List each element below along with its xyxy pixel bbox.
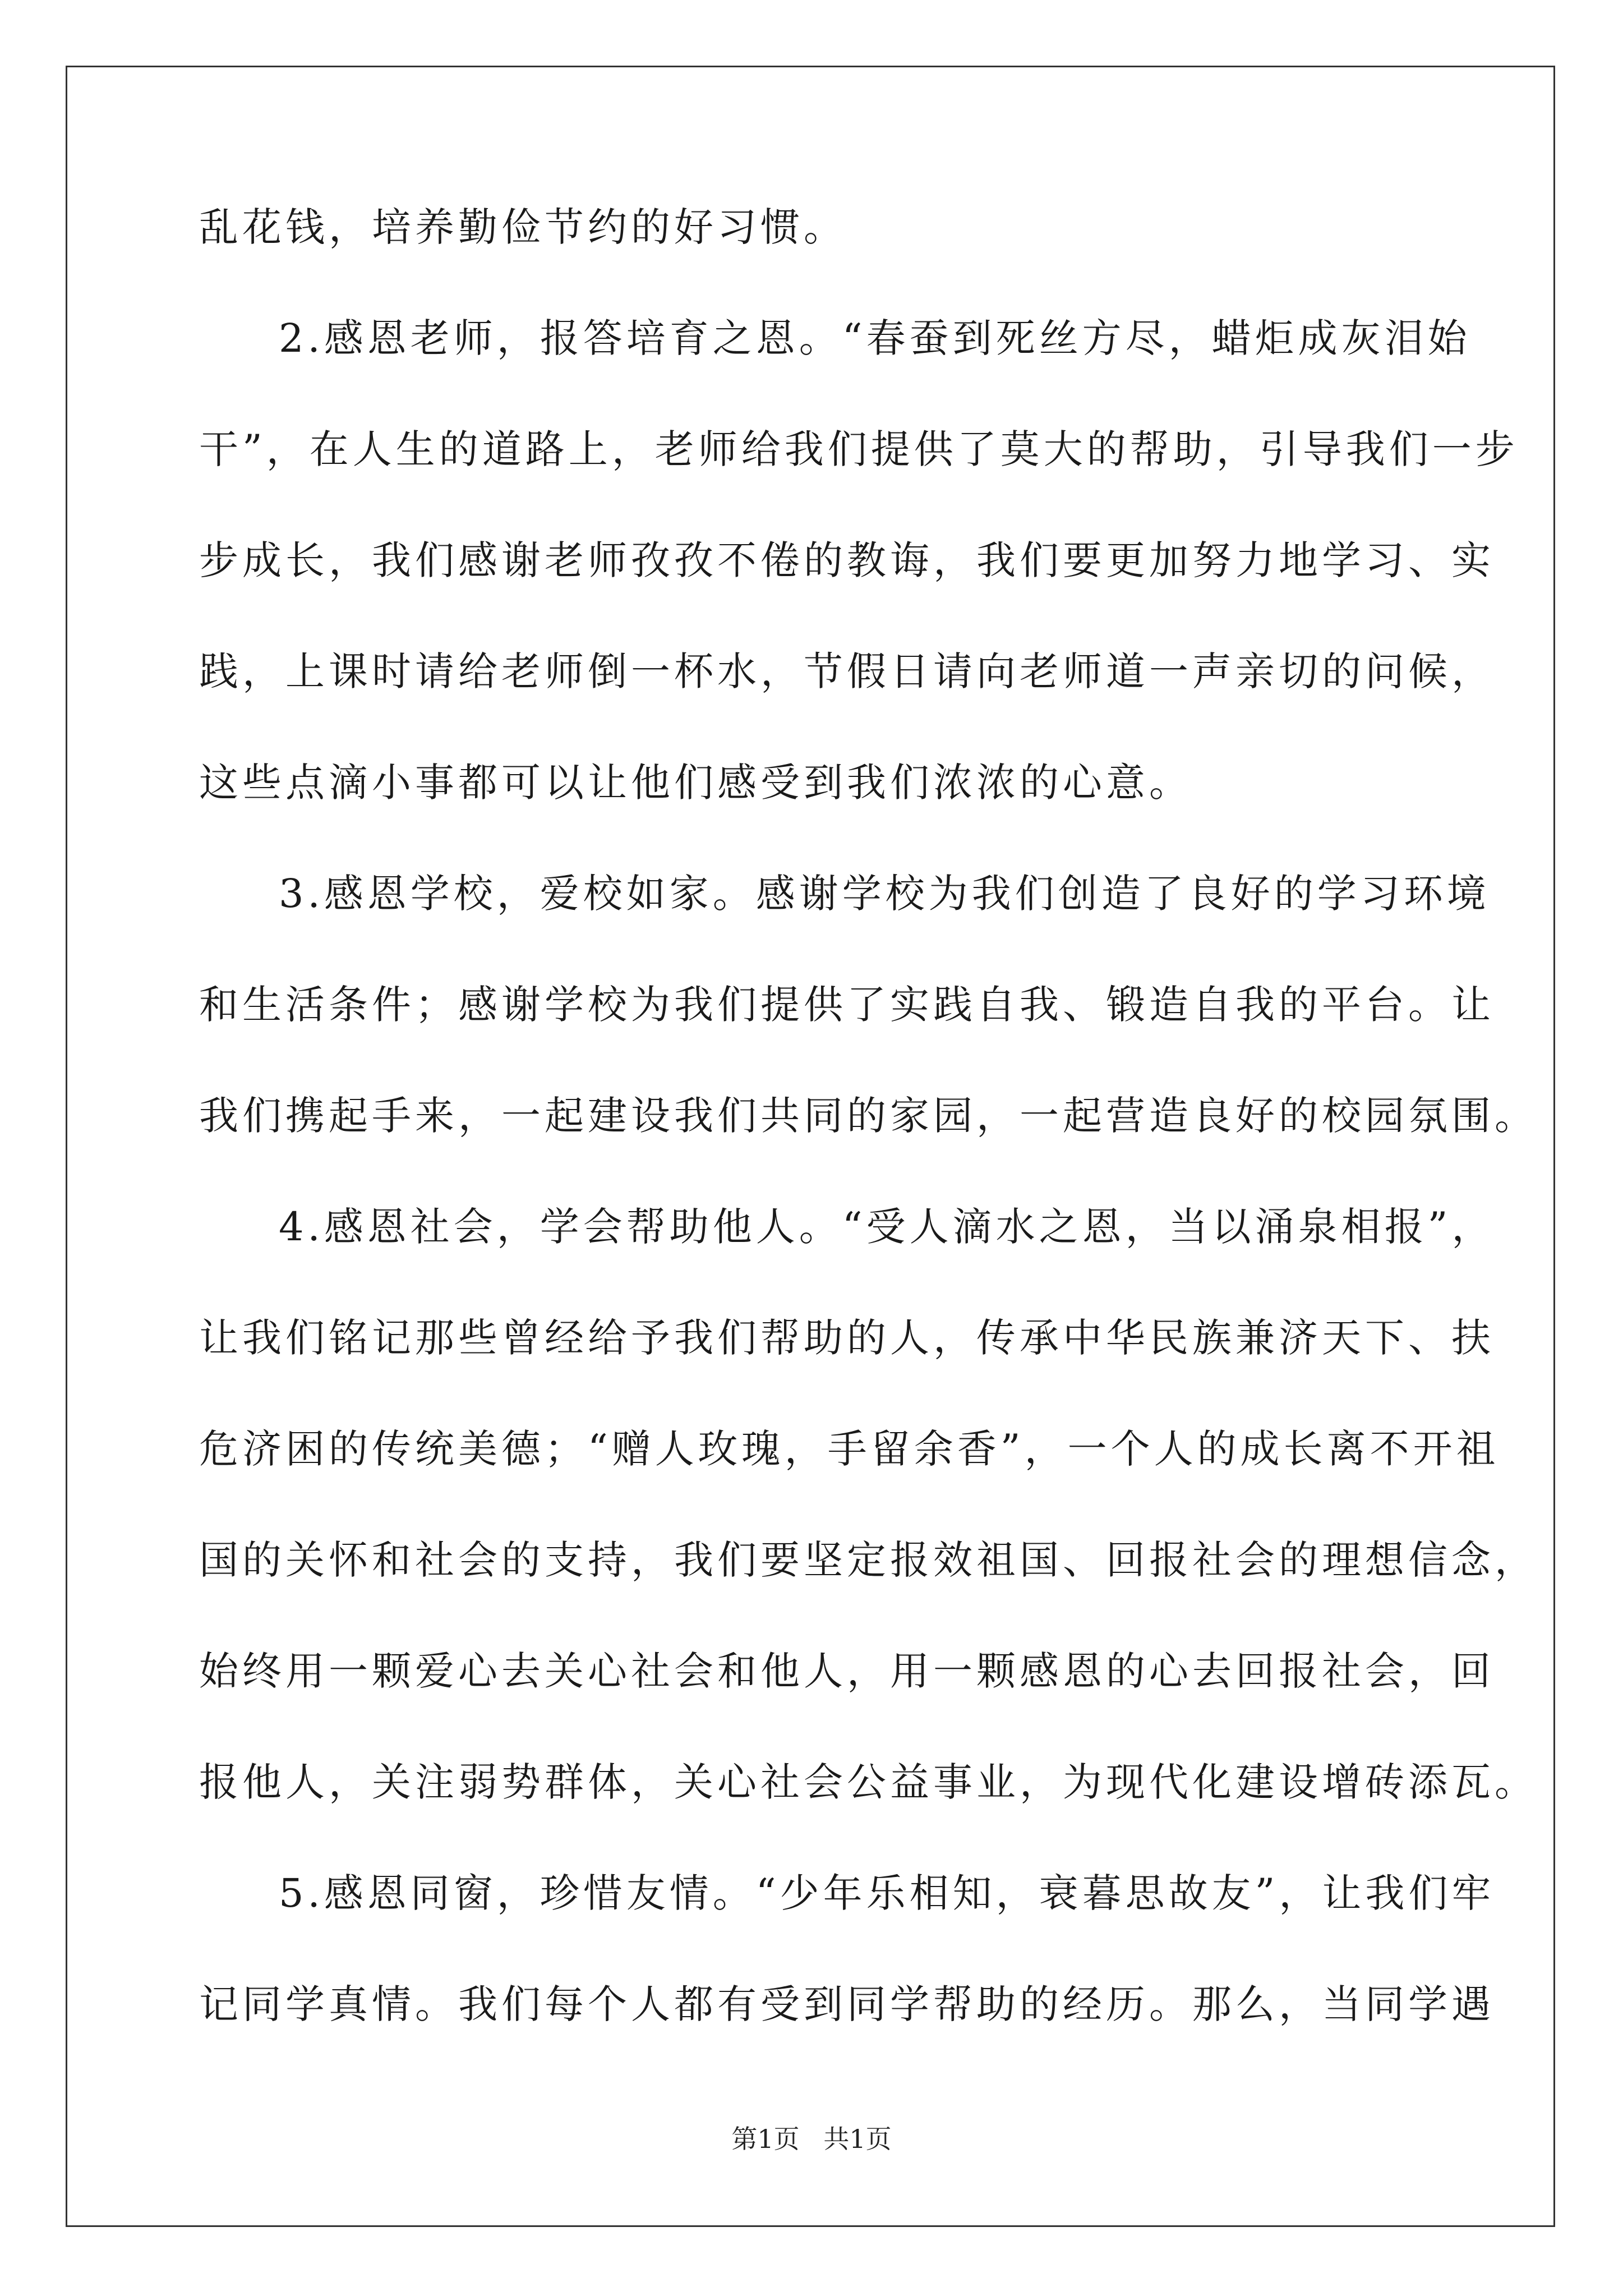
paragraph-start-line: 5.感恩同窗，珍惜友情。“少年乐相知，衰暮思故友”，让我们牢	[279, 1870, 1495, 1916]
text-line: 始终用一颗爱心去关心社会和他人，用一颗感恩的心去回报社会，回	[199, 1648, 1495, 1694]
text-line: 乱花钱，培养勤俭节约的好习惯。	[199, 204, 847, 250]
text-line: 和生活条件；感谢学校为我们提供了实践自我、锻造自我的平台。让	[199, 982, 1495, 1028]
text-line: 报他人，关注弱势群体，关心社会公益事业，为现代化建设增砖添瓦。	[199, 1759, 1538, 1805]
text-line: 这些点滴小事都可以让他们感受到我们浓浓的心意。	[199, 760, 1192, 806]
text-line: 危济困的传统美德；“赠人玫瑰，手留余香”，一个人的成长离不开祖	[199, 1426, 1500, 1472]
text-line: 国的关怀和社会的支持，我们要坚定报效祖国、回报社会的理想信念，	[199, 1537, 1538, 1583]
text-line: 干”，在人生的道路上，老师给我们提供了莫大的帮助，引导我们一步	[199, 426, 1519, 472]
paragraph-start-line: 2.感恩老师，报答培育之恩。“春蚕到死丝方尽，蜡炬成灰泪始	[279, 315, 1471, 361]
text-line: 记同学真情。我们每个人都有受到同学帮助的经历。那么，当同学遇	[199, 1981, 1495, 2027]
page-footer	[0, 2126, 1623, 2152]
paragraph-start-line: 3.感恩学校，爱校如家。感谢学校为我们创造了良好的学习环境	[279, 871, 1490, 917]
text-line: 让我们铭记那些曾经给予我们帮助的人，传承中华民族兼济天下、扶	[199, 1315, 1495, 1361]
page-number-total: 共1页	[823, 2124, 892, 2154]
text-line: 践，上课时请给老师倒一杯水，节假日请向老师道一声亲切的问候，	[199, 648, 1495, 694]
text-line: 我们携起手来，一起建设我们共同的家园，一起营造良好的校园氛围。	[199, 1093, 1538, 1139]
paragraph-start-line: 4.感恩社会，学会帮助他人。“受人滴水之恩，当以涌泉相报”，	[279, 1204, 1495, 1250]
page-number-current: 第1页	[731, 2124, 800, 2154]
text-line: 步成长，我们感谢老师孜孜不倦的教诲，我们要更加努力地学习、实	[199, 537, 1495, 583]
